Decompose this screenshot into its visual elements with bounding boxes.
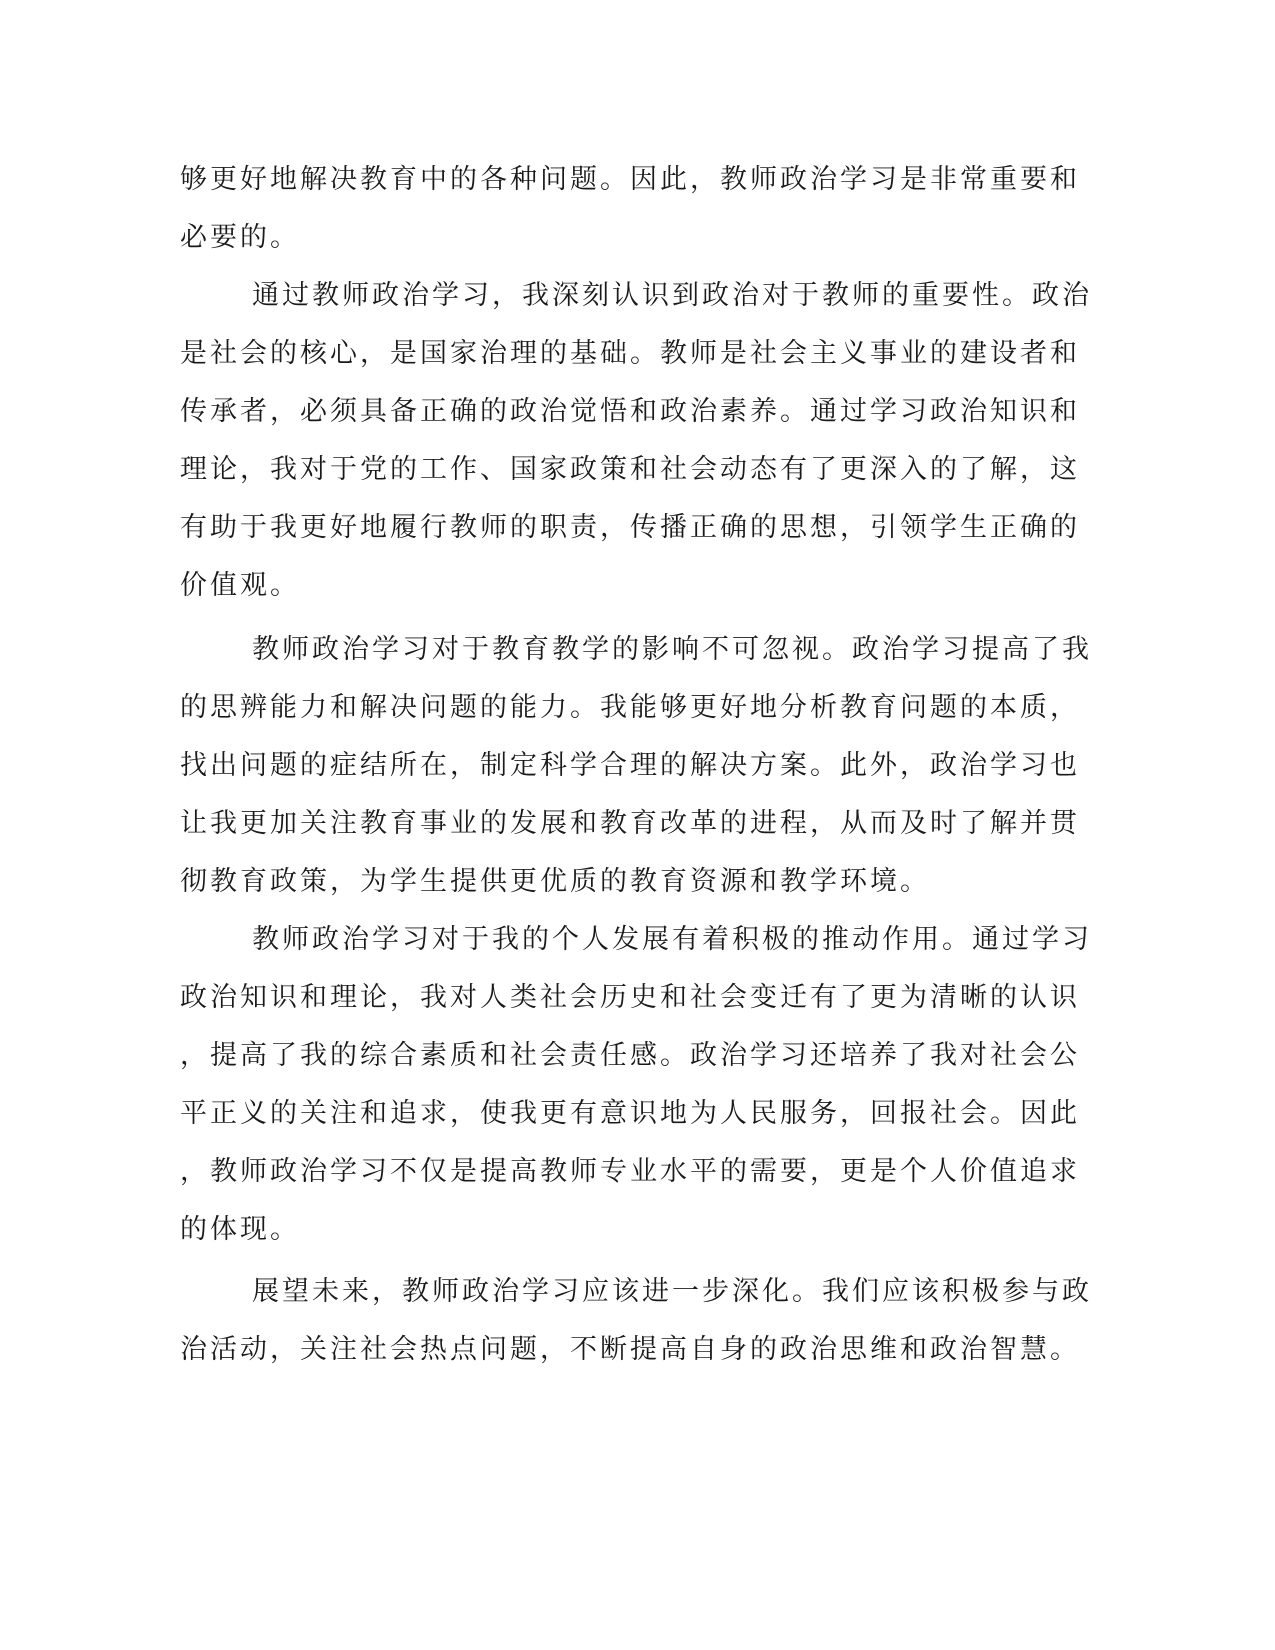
text-line: 治活动，关注社会热点问题，不断提高自身的政治思维和政治智慧。: [180, 1334, 1080, 1365]
text-line: 有助于我更好地履行教师的职责，传播正确的思想，引领学生正确的: [180, 512, 1080, 543]
text-line: 政治知识和理论，我对人类社会历史和社会变迁有了更为清晰的认识: [180, 982, 1080, 1013]
text-line: 必要的。: [180, 222, 300, 253]
text-line: ，教师政治学习不仅是提高教师专业水平的需要，更是个人价值追求: [180, 1156, 1080, 1187]
text-line: 彻教育政策，为学生提供更优质的教育资源和教学环境。: [180, 866, 930, 897]
paragraph-first-line: 教师政治学习对于教育教学的影响不可忽视。政治学习提高了我: [252, 634, 1092, 665]
text-line: 的思辨能力和解决问题的能力。我能够更好地分析教育问题的本质，: [180, 692, 1080, 723]
text-line: 理论，我对于党的工作、国家政策和社会动态有了更深入的了解，这: [180, 454, 1080, 485]
text-line: 传承者，必须具备正确的政治觉悟和政治素养。通过学习政治知识和: [180, 396, 1080, 427]
text-line: ，提高了我的综合素质和社会责任感。政治学习还培养了我对社会公: [180, 1040, 1080, 1071]
paragraph-first-line: 教师政治学习对于我的个人发展有着积极的推动作用。通过学习: [252, 924, 1092, 955]
text-line: 价值观。: [180, 570, 300, 601]
text-line: 让我更加关注教育事业的发展和教育改革的进程，从而及时了解并贯: [180, 808, 1080, 839]
paragraph-first-line: 展望未来，教师政治学习应该进一步深化。我们应该积极参与政: [252, 1276, 1092, 1307]
text-line: 平正义的关注和追求，使我更有意识地为人民服务，回报社会。因此: [180, 1098, 1080, 1129]
paragraph-first-line: 通过教师政治学习，我深刻认识到政治对于教师的重要性。政治: [252, 280, 1092, 311]
text-line: 的体现。: [180, 1214, 300, 1245]
text-line: 是社会的核心，是国家治理的基础。教师是社会主义事业的建设者和: [180, 338, 1080, 369]
text-line: 找出问题的症结所在，制定科学合理的解决方案。此外，政治学习也: [180, 750, 1080, 781]
text-line: 够更好地解决教育中的各种问题。因此，教师政治学习是非常重要和: [180, 164, 1080, 195]
